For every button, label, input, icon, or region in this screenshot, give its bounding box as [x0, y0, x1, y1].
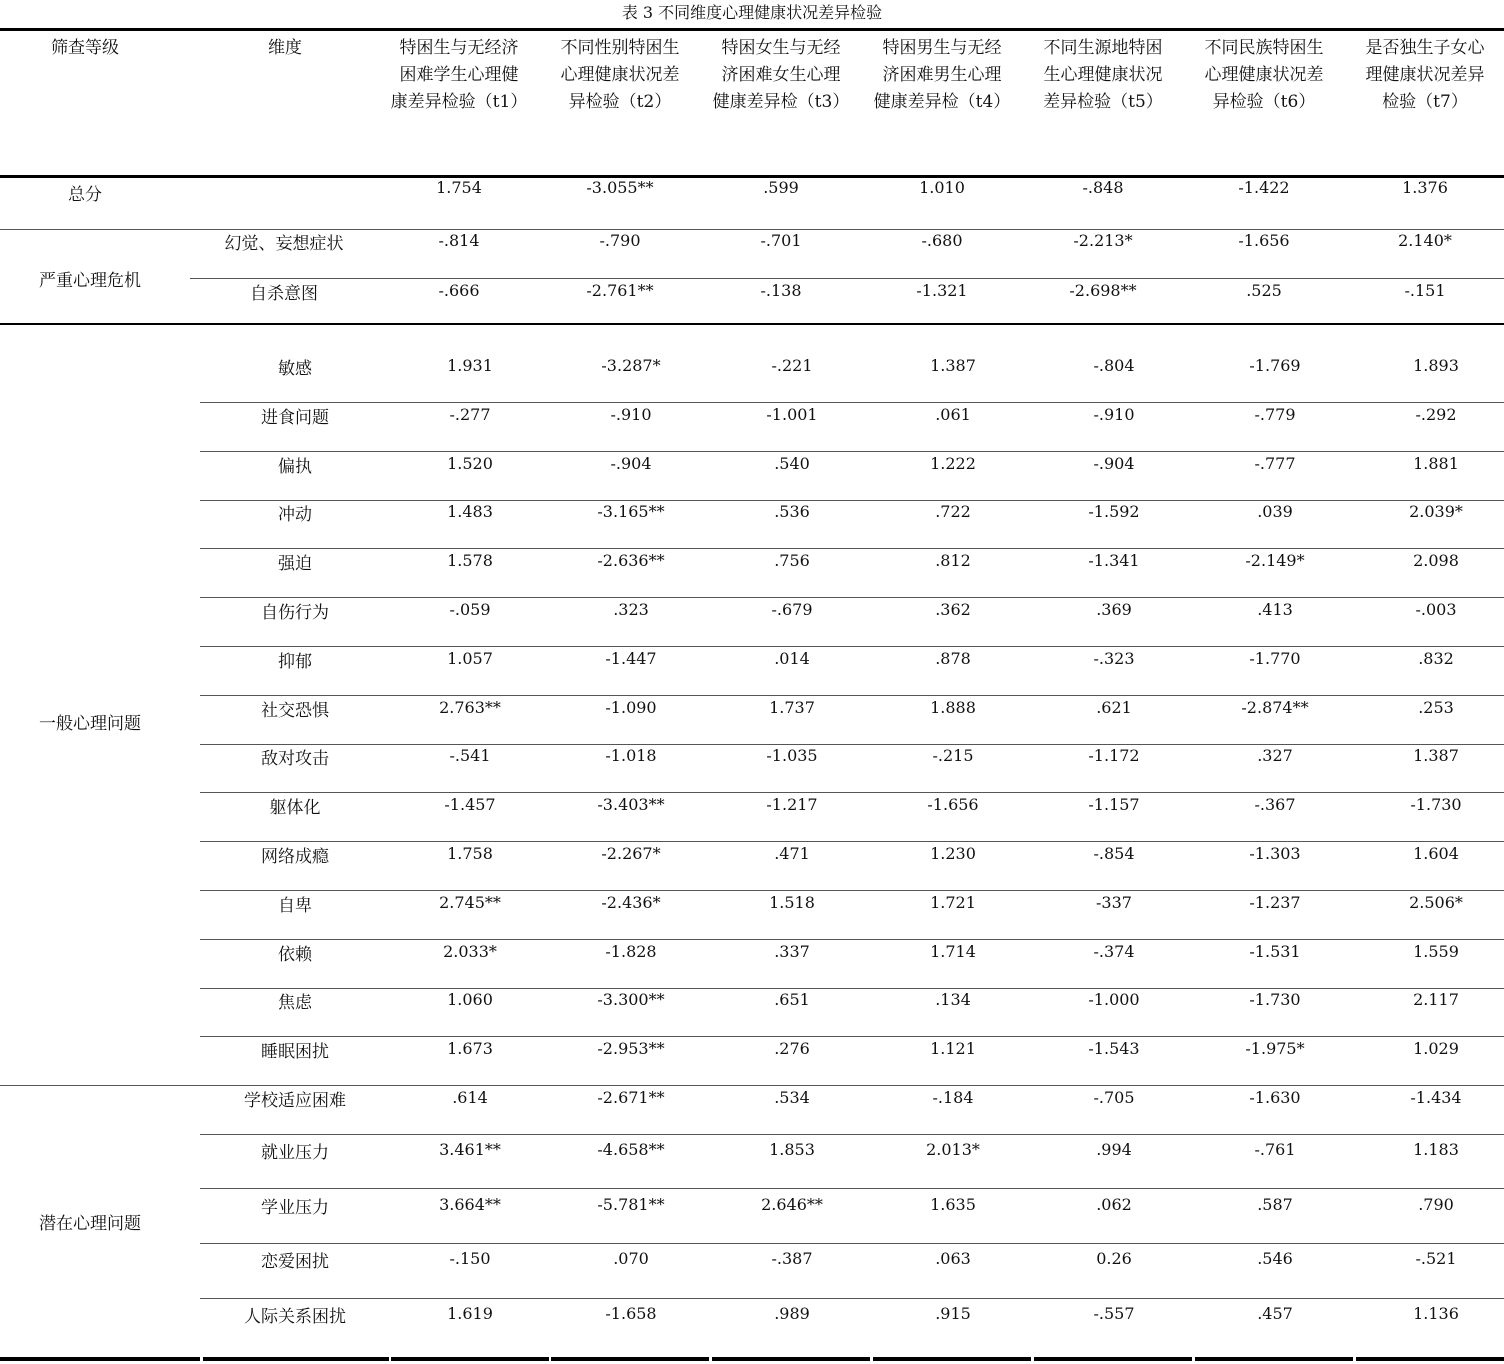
header-test-line: 心理健康状况差 [1204, 65, 1324, 85]
dimension-label: 依赖 [278, 944, 312, 965]
table-row [0, 1247, 1504, 1277]
value-cell-t2: .070 [613, 1249, 649, 1268]
value-cell-t7: .832 [1418, 648, 1454, 668]
value-cell-t4: -.215 [932, 746, 974, 766]
value-cell-t3: .540 [774, 453, 810, 473]
value-cell-t7: 1.029 [1413, 1039, 1459, 1059]
value-cell-t4: 1.714 [930, 941, 976, 961]
value-cell-t4: 1.121 [930, 1039, 976, 1059]
value-cell-t1: -.541 [449, 746, 491, 766]
value-cell-t2: -.910 [610, 404, 652, 424]
value-cell-t3: .014 [774, 648, 810, 668]
value-cell-t6: -.779 [1254, 404, 1296, 424]
value-cell-t1: -.277 [449, 404, 491, 424]
value-cell-t4: -1.321 [916, 281, 968, 300]
value-cell-t1: 3.664** [439, 1195, 501, 1214]
value-cell-t2: -3.403** [597, 795, 665, 815]
value-cell-t1: 2.745** [439, 892, 501, 912]
bottom-rule-segment [203, 1357, 389, 1361]
value-cell-t1: 1.619 [447, 1304, 493, 1323]
value-cell-t4: 1.721 [930, 892, 976, 912]
value-cell-t5: .621 [1096, 697, 1132, 717]
value-cell-t7: 2.140* [1398, 231, 1452, 250]
value-cell-t5: -1.341 [1088, 551, 1140, 571]
value-cell-t2: -2.953** [597, 1039, 665, 1059]
value-cell-t5: -.848 [1082, 178, 1124, 197]
header-test-line: 异检验（t6） [1212, 92, 1316, 112]
value-cell-t1: 1.754 [436, 178, 482, 197]
table-row [0, 176, 1504, 206]
dimension-label: 进食问题 [261, 407, 329, 428]
value-cell-t6: .039 [1257, 502, 1293, 522]
header-test-line: 济困难女生心理 [721, 65, 841, 85]
value-cell-t5: .994 [1096, 1140, 1132, 1159]
value-cell-t6: -1.237 [1249, 892, 1301, 912]
table-row [0, 549, 1504, 579]
value-cell-t4: -.680 [921, 231, 963, 250]
header-test-t3 [706, 35, 856, 116]
value-cell-t5: -.804 [1093, 356, 1135, 375]
value-cell-t1: -1.457 [444, 795, 496, 815]
value-cell-t4: .915 [935, 1304, 971, 1323]
header-test-line: 理健康状况差异 [1365, 65, 1485, 85]
group-label-general: 一般心理问题 [39, 714, 141, 734]
header-test-line: 是否独生子女心 [1365, 38, 1485, 58]
value-cell-t1: 1.060 [447, 990, 493, 1010]
value-cell-t5: .062 [1096, 1195, 1132, 1214]
value-cell-t3: .337 [774, 941, 810, 961]
group-label-latent: 潜在心理问题 [39, 1214, 141, 1234]
table-row [0, 940, 1504, 970]
value-cell-t6: -2.149* [1245, 551, 1305, 571]
dimension-label: 强迫 [278, 554, 312, 575]
value-cell-t1: 1.758 [447, 844, 493, 863]
dimension-label: 人际关系困扰 [244, 1307, 346, 1327]
header-test-t6 [1189, 35, 1339, 116]
value-cell-t1: -.059 [449, 600, 491, 619]
header-test-line: 心理健康状况差 [560, 65, 680, 85]
value-cell-t6: -.367 [1254, 795, 1296, 815]
value-cell-t7: 1.893 [1413, 356, 1459, 375]
value-cell-t6: .457 [1257, 1304, 1293, 1323]
bottom-rule-segment [1034, 1357, 1192, 1361]
table-row [0, 229, 1504, 259]
header-test-line: 特困女生与无经 [721, 38, 841, 58]
header-test-t4 [867, 35, 1017, 116]
value-cell-t2: -2.267* [601, 844, 661, 863]
value-cell-t6: .327 [1257, 746, 1293, 766]
table-bottom-rule [0, 1357, 1504, 1364]
value-cell-t6: -1.769 [1249, 356, 1301, 375]
value-cell-t5: 0.26 [1096, 1249, 1132, 1268]
value-cell-t1: 1.578 [447, 551, 493, 571]
value-cell-t7: -1.730 [1410, 795, 1462, 815]
value-cell-t6: -.761 [1254, 1140, 1296, 1159]
value-cell-t3: -.138 [760, 281, 802, 300]
group-label-severe-crisis: 严重心理危机 [39, 271, 141, 291]
dimension-label: 敏感 [278, 359, 312, 379]
value-cell-t4: -1.656 [927, 795, 979, 815]
value-cell-t5: -.910 [1093, 404, 1135, 424]
value-cell-t3: .536 [774, 502, 810, 522]
value-cell-t7: -1.434 [1410, 1088, 1462, 1107]
value-cell-t5: -2.698** [1069, 281, 1137, 300]
value-cell-t7: -.292 [1415, 404, 1457, 424]
row-divider [0, 323, 1504, 325]
bottom-rule-segment [873, 1357, 1031, 1361]
table-row [0, 452, 1504, 482]
header-dimension: 维度 [268, 38, 302, 58]
value-cell-t6: .413 [1257, 600, 1293, 619]
value-cell-t6: .587 [1257, 1195, 1293, 1214]
value-cell-t3: -.701 [760, 231, 802, 250]
value-cell-t3: .756 [774, 551, 810, 571]
value-cell-t6: -1.975* [1245, 1039, 1305, 1059]
table-row [0, 1086, 1504, 1116]
value-cell-t3: -.679 [771, 600, 813, 619]
header-level: 筛查等级 [51, 38, 119, 58]
value-cell-t4: .063 [935, 1249, 971, 1268]
dimension-label: 幻觉、妄想症状 [224, 234, 344, 254]
value-cell-t6: .546 [1257, 1249, 1293, 1268]
value-cell-t1: -.150 [449, 1249, 491, 1268]
value-cell-t7: -.003 [1415, 600, 1457, 619]
value-cell-t7: 1.183 [1413, 1140, 1459, 1159]
value-cell-t4: 1.387 [930, 356, 976, 375]
value-cell-t2: -2.436* [601, 892, 661, 912]
value-cell-t6: -.777 [1254, 453, 1296, 473]
value-cell-t3: 1.853 [769, 1140, 815, 1159]
header-test-line: 特困男生与无经 [882, 38, 1002, 58]
value-cell-t4: .061 [935, 404, 971, 424]
value-cell-t3: 1.737 [769, 697, 815, 717]
header-test-line: 特困生与无经济 [399, 38, 519, 58]
table-row [0, 988, 1504, 1018]
value-cell-t7: 2.039* [1409, 502, 1463, 522]
value-cell-t4: 1.888 [930, 697, 976, 717]
value-cell-t2: -2.671** [597, 1088, 665, 1107]
value-cell-t4: 1.222 [930, 453, 976, 473]
value-cell-t2: -.904 [610, 453, 652, 473]
value-cell-t6: -1.630 [1249, 1088, 1301, 1107]
value-cell-t2: -3.287* [601, 356, 661, 375]
value-cell-t7: .790 [1418, 1195, 1454, 1214]
value-cell-t7: 1.136 [1413, 1304, 1459, 1323]
table-row [0, 500, 1504, 530]
value-cell-t7: .253 [1418, 697, 1454, 717]
header-test-line: 困难学生心理健 [399, 65, 519, 85]
value-cell-t6: -1.656 [1238, 231, 1290, 250]
value-cell-t3: .276 [774, 1039, 810, 1059]
header-test-line: 生心理健康状况 [1043, 65, 1163, 85]
value-cell-t1: 1.057 [447, 648, 493, 668]
value-cell-t3: -1.035 [766, 746, 818, 766]
table-row [0, 1302, 1504, 1332]
header-test-t5 [1028, 35, 1178, 116]
table-row [0, 793, 1504, 823]
value-cell-t7: -.521 [1415, 1249, 1457, 1268]
table-caption: 表 3 不同维度心理健康状况差异检验 [621, 3, 883, 22]
header-test-line: 健康差异检（t4） [873, 92, 1011, 112]
value-cell-t2: -1.018 [605, 746, 657, 766]
value-cell-t1: -.814 [438, 231, 480, 250]
value-cell-t3: .599 [763, 178, 799, 197]
dimension-label: 就业压力 [261, 1143, 329, 1163]
value-cell-t7: 2.098 [1413, 551, 1459, 571]
dimension-label: 恋爱困扰 [261, 1252, 329, 1272]
dimension-label: 躯体化 [269, 798, 321, 819]
value-cell-t3: -1.001 [766, 404, 818, 424]
value-cell-t7: 1.881 [1413, 453, 1459, 473]
value-cell-t5: -.374 [1093, 941, 1135, 961]
value-cell-t3: -1.217 [766, 795, 818, 815]
table-row [0, 696, 1504, 726]
value-cell-t6: -1.730 [1249, 990, 1301, 1010]
dimension-label: 自杀意图 [250, 284, 318, 304]
value-cell-t5: -2.213* [1073, 231, 1133, 250]
bottom-rule-segment [391, 1357, 549, 1361]
bottom-rule-segment [0, 1357, 200, 1361]
value-cell-t6: -2.874** [1241, 697, 1309, 717]
value-cell-t5: -.705 [1093, 1088, 1135, 1107]
header-test-t2 [545, 35, 695, 116]
value-cell-t5: -.323 [1093, 648, 1135, 668]
value-cell-t2: -5.781** [597, 1195, 665, 1214]
value-cell-t4: 1.010 [919, 178, 965, 197]
value-cell-t4: .812 [935, 551, 971, 571]
value-cell-t2: -2.761** [586, 281, 654, 300]
value-cell-t5: -.557 [1093, 1304, 1135, 1323]
dimension-label: 焦虑 [278, 993, 312, 1014]
row-divider [200, 1134, 1504, 1135]
dimension-label: 偏执 [278, 456, 312, 477]
value-cell-t1: 3.461** [439, 1140, 501, 1159]
table-row [0, 403, 1504, 433]
value-cell-t3: -.387 [771, 1249, 813, 1268]
value-cell-t4: .134 [935, 990, 971, 1010]
header-test-line: 康差异检验（t1） [390, 92, 528, 112]
bottom-rule-segment [712, 1357, 870, 1361]
header-test-line: 济困难男生心理 [882, 65, 1002, 85]
value-cell-t6: -1.531 [1249, 941, 1301, 961]
value-cell-t1: 1.931 [447, 356, 493, 375]
value-cell-t5: -1.157 [1088, 795, 1140, 815]
table-row [0, 647, 1504, 677]
bottom-rule-segment [1356, 1357, 1504, 1361]
value-cell-t3: 1.518 [769, 892, 815, 912]
value-cell-t5: -337 [1096, 892, 1132, 912]
value-cell-t5: -.854 [1093, 844, 1135, 863]
bottom-rule-segment [551, 1357, 709, 1361]
header-test-t7 [1350, 35, 1500, 116]
value-cell-t2: -3.165** [597, 502, 665, 522]
dimension-label: 网络成瘾 [261, 847, 329, 867]
row-divider [200, 1188, 1504, 1189]
value-cell-t7: 1.559 [1413, 941, 1459, 961]
dimension-label: 睡眠困扰 [261, 1042, 329, 1063]
table-row [0, 598, 1504, 628]
row-divider [200, 1298, 1504, 1299]
value-cell-t4: 1.230 [930, 844, 976, 863]
value-cell-t3: -.221 [771, 356, 813, 375]
value-cell-t1: 1.673 [447, 1039, 493, 1059]
bottom-rule-segment [1195, 1357, 1353, 1361]
table-row [0, 354, 1504, 384]
value-cell-t5: -1.543 [1088, 1039, 1140, 1059]
value-cell-t2: -4.658** [597, 1140, 665, 1159]
value-cell-t4: 1.635 [930, 1195, 976, 1214]
value-cell-t2: -1.658 [605, 1304, 657, 1323]
value-cell-t6: .525 [1246, 281, 1282, 300]
value-cell-t1: 1.520 [447, 453, 493, 473]
header-test-line: 检验（t7） [1382, 92, 1468, 112]
value-cell-t2: -3.300** [597, 990, 665, 1010]
value-cell-t5: -.904 [1093, 453, 1135, 473]
value-cell-t6: -1.303 [1249, 844, 1301, 863]
value-cell-t3: .534 [774, 1088, 810, 1107]
value-cell-t1: 1.483 [447, 502, 493, 522]
header-test-line: 不同生源地特困 [1043, 38, 1163, 58]
value-cell-t1: 2.763** [439, 697, 501, 717]
header-test-line: 健康差异检（t3） [712, 92, 850, 112]
table-row [0, 842, 1504, 872]
value-cell-t6: -1.422 [1238, 178, 1290, 197]
value-cell-t1: .614 [452, 1088, 488, 1107]
table-row [0, 279, 1504, 309]
value-cell-t1: -.666 [438, 281, 480, 300]
value-cell-t6: -1.770 [1249, 648, 1301, 668]
value-cell-t7: 2.506* [1409, 892, 1463, 912]
value-cell-t2: -1.447 [605, 648, 657, 668]
table-row [0, 891, 1504, 921]
value-cell-t4: .362 [935, 600, 971, 619]
dimension-label: 自卑 [278, 895, 312, 916]
value-cell-t7: -.151 [1404, 281, 1446, 300]
value-cell-t7: 1.387 [1413, 746, 1459, 766]
value-cell-t2: .323 [613, 600, 649, 619]
dimension-label: 冲动 [278, 505, 312, 526]
header-test-line: 差异检验（t5） [1043, 92, 1163, 112]
value-cell-t3: 2.646** [761, 1195, 823, 1214]
value-cell-t7: 1.604 [1413, 844, 1459, 863]
value-cell-t2: -1.828 [605, 941, 657, 961]
value-cell-t5: -1.592 [1088, 502, 1140, 522]
table-row [0, 1193, 1504, 1223]
header-test-line: 不同民族特困生 [1204, 38, 1324, 58]
dimension-label: 学业压力 [261, 1198, 329, 1218]
value-cell-t7: 1.376 [1402, 178, 1448, 197]
dimension-label: 社交恐惧 [261, 700, 329, 721]
value-cell-t4: -.184 [932, 1088, 974, 1107]
value-cell-t3: .471 [774, 844, 810, 863]
header-test-t1 [384, 35, 534, 116]
value-cell-t2: -.790 [599, 231, 641, 250]
value-cell-t4: .878 [935, 648, 971, 668]
value-cell-t4: 2.013* [926, 1140, 980, 1159]
header-test-line: 异检验（t2） [568, 92, 672, 112]
value-cell-t1: 2.033* [443, 941, 497, 961]
table-header [0, 28, 1504, 178]
value-cell-t2: -2.636** [597, 551, 665, 571]
table-row [0, 1138, 1504, 1168]
value-cell-t3: .651 [774, 990, 810, 1010]
dimension-label: 自伤行为 [261, 603, 329, 623]
total-label: 总分 [68, 185, 102, 205]
dimension-label: 敌对攻击 [261, 749, 329, 770]
dimension-label: 抑郁 [278, 651, 312, 672]
value-cell-t5: .369 [1096, 600, 1132, 619]
table-row [0, 744, 1504, 774]
header-test-line: 不同性别特困生 [560, 38, 680, 58]
value-cell-t2: -1.090 [605, 697, 657, 717]
dimension-label: 学校适应困难 [244, 1091, 346, 1111]
value-cell-t3: .989 [774, 1304, 810, 1323]
row-divider [200, 1243, 1504, 1244]
value-cell-t5: -1.172 [1088, 746, 1140, 766]
value-cell-t4: .722 [935, 502, 971, 522]
value-cell-t7: 2.117 [1413, 990, 1459, 1010]
table-row [0, 1037, 1504, 1067]
value-cell-t2: -3.055** [586, 178, 654, 197]
value-cell-t5: -1.000 [1088, 990, 1140, 1010]
